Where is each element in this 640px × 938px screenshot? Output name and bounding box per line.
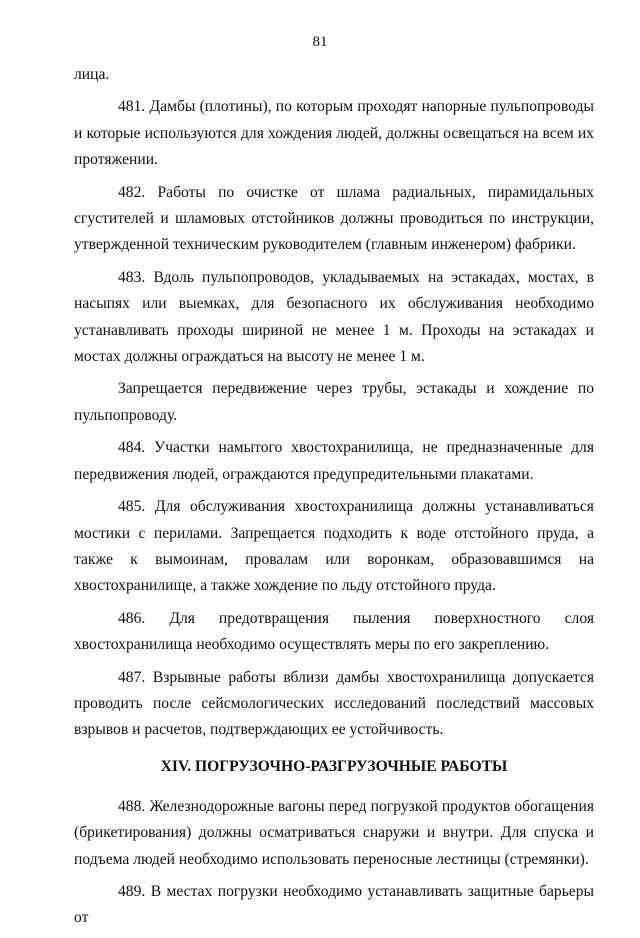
paragraph-486: 486. Для предотвращения пыления поверхностного слоя хвостохранилища необходимо осуществлять меры по его закреплению. <box>74 609 594 654</box>
paragraph-484: 484. Участки намытого хвостохранилища, не предназначенные для передвижения людей, ограждаются предупредительными плакатами. <box>74 439 594 483</box>
paragraph-488: 488. Железнодорожные вагоны перед погрузкой продуктов обогащения (брикетирования) должны осматриваться снаружи и внутри. Для спуска и подъема людей необходимо использовать переносные лестницы (стремянки). <box>74 797 594 868</box>
paragraph-481: 481. Дамбы (плотины), по которым проходят напорные пульпопроводы и которые используются для хождения людей, должны освещаться на всем их протяжении. <box>74 98 594 169</box>
paragraph-485: 485. Для обслуживания хвостохранилища должны устанавливаться мостики с перилами. Запрещается подходить к воде отстойного пруда, а также к вымоинам, провалам или воронкам, образовавшимся на хвостохранилище, а также хождение по льду отстойного пруда. <box>74 498 594 595</box>
paragraph-483: 483. Вдоль пульпопроводов, укладываемых на эстакадах, мостах, в насыпях или выемках, для безопасного их обслуживания необходимо устанавливать проходы шириной не менее 1 м. Проходы на эстакадах и мостах должны ограждаться на высоту не менее 1 м. <box>74 268 594 366</box>
paragraph-487: 487. Взрывные работы вблизи дамбы хвостохранилища допускается проводить после сейсмологических исследований последствий массовых взрывов и расчетов, подтверждающих ее устойчивость. <box>74 668 594 739</box>
paragraph-489: 489. В местах погрузки необходимо устанавливать защитные барьеры от <box>74 882 594 927</box>
paragraph-482: 482. Работы по очистке от шлама радиальных, пирамидальных сгустителей и шламовых отстойников должны проводиться по инструкции, утвержденной техническим руководителем (главным инженером) фабрики. <box>74 183 594 254</box>
section-heading: XIV. ПОГРУЗОЧНО-РАЗГРУЗОЧНЫЕ РАБОТЫ <box>160 757 508 775</box>
paragraph-continuation: лица. <box>74 66 110 83</box>
page-number: 81 <box>312 34 328 50</box>
document-body <box>74 62 594 938</box>
paragraph-483-prohibition: Запрещается передвижение через трубы, эстакады и хождение по пульпопроводу. <box>74 380 594 424</box>
